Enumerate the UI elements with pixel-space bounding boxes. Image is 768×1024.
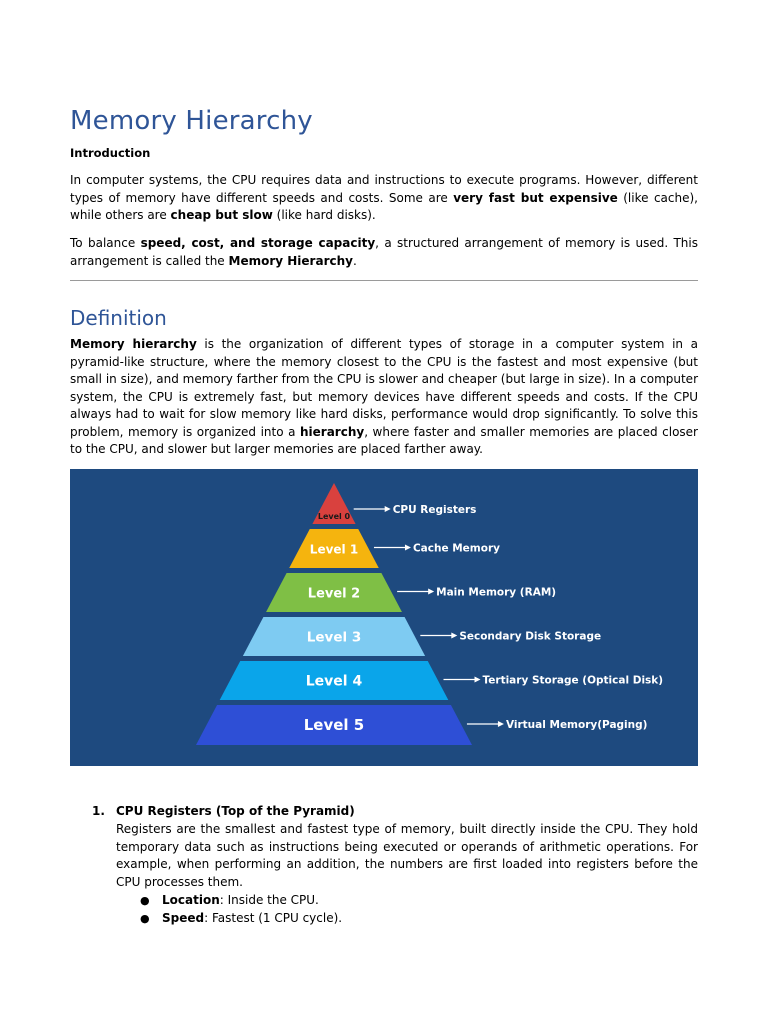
- bold-run: very fast but expensive: [453, 190, 618, 205]
- pyramid-level-label: Level 0: [317, 512, 351, 521]
- bullet-item: [116, 892, 698, 910]
- text-run: To balance: [70, 236, 141, 250]
- pyramid-level-5: [196, 705, 647, 745]
- bullet-icon: ●: [140, 894, 150, 907]
- pyramid-level-label: Level 5: [303, 716, 365, 734]
- pyramid-level-name: Tertiary Storage (Optical Disk): [482, 674, 664, 687]
- pyramid-level-name: Cache Memory: [412, 542, 500, 555]
- pyramid-level-2: [266, 573, 556, 612]
- bold-run: Memory hierarchy: [70, 337, 197, 351]
- bold-run: cheap but slow: [170, 208, 273, 222]
- pyramid-level-label: Level 4: [305, 673, 363, 690]
- bold-run: Memory Hierarchy: [228, 253, 353, 268]
- bold-run: speed, cost, and storage capacity: [140, 236, 376, 250]
- horizontal-divider: [70, 280, 698, 281]
- text-run: (like hard disks).: [272, 208, 376, 222]
- pyramid-level-name: Virtual Memory(Paging): [505, 719, 648, 731]
- pyramid-level-label: Level 3: [306, 629, 362, 646]
- text-run: .: [352, 253, 357, 268]
- arrow-head-icon: [498, 721, 504, 727]
- pyramid-level-1: [289, 529, 500, 568]
- intro-heading: Introduction: [70, 146, 151, 160]
- memory-hierarchy-diagram: [70, 469, 698, 766]
- pyramid-level-label: Level 2: [307, 586, 361, 602]
- page-title: Memory Hierarchy: [70, 106, 313, 136]
- pyramid-level-3: [243, 617, 601, 656]
- text-run: (like cache), while others are: [70, 190, 698, 222]
- bold-run: hierarchy: [299, 424, 365, 439]
- bullet-item: [116, 910, 698, 928]
- list-item-number: 1.: [92, 804, 105, 818]
- intro-paragraph-2: [70, 235, 698, 270]
- bullet-text: : Fastest (1 CPU cycle).: [204, 910, 343, 925]
- arrow-head-icon: [385, 506, 391, 512]
- text-run: , where faster and smaller memories are placed closer to the CPU, and slower but larger memories are placed farther away.: [70, 424, 698, 456]
- arrow-head-icon: [475, 677, 481, 683]
- arrow-head-icon: [405, 545, 411, 551]
- intro-paragraph-1: [70, 172, 698, 225]
- bullet-text: : Inside the CPU.: [219, 893, 319, 907]
- text-run: is the organization of different types of storage in a computer system in a pyramid-like structure, where the memory closest to the CPU is the fastest and most expensive (but small in size), and memory farther from the CPU is slower and cheaper (but large in size). In a computer system, the CPU is extremely fast, but memory devices have different speeds and costs. If the CPU always had to wait for slow memory like hard disks, performance would drop significantly. To solve this problem, memory is organized into a: [70, 337, 698, 439]
- pyramid-level-4: [220, 661, 663, 700]
- text-run: , a structured arrangement of memory is used. This arrangement is called the: [70, 236, 698, 268]
- definition-heading: Definition: [70, 306, 167, 330]
- bullet-list: [116, 892, 698, 927]
- pyramid-level-0: [312, 483, 476, 524]
- pyramid-level-label: Level 1: [309, 542, 359, 557]
- pyramid-level-name: Secondary Disk Storage: [459, 630, 602, 643]
- list-item-title: CPU Registers (Top of the Pyramid): [116, 804, 355, 818]
- arrow-head-icon: [451, 633, 457, 639]
- pyramid-graphic: [70, 469, 698, 766]
- definition-paragraph: [70, 336, 698, 459]
- text-run: In computer systems, the CPU requires data and instructions to execute programs. However, different types of memory have different speeds and costs. Some are: [70, 173, 698, 205]
- arrow-head-icon: [428, 589, 434, 595]
- bullet-label: Location: [162, 893, 220, 907]
- pyramid-level-name: Main Memory (RAM): [436, 586, 557, 599]
- list-item-body: Registers are the smallest and fastest type of memory, built directly inside the CPU. They hold temporary data such as instructions being executed or operands of arithmetic operations. For example, when performing an addition, the numbers are first loaded into registers before the CPU processes them.: [116, 822, 698, 889]
- bullet-icon: ●: [140, 911, 150, 925]
- pyramid-level-name: CPU Registers: [392, 504, 477, 516]
- bullet-label: Speed: [162, 910, 205, 925]
